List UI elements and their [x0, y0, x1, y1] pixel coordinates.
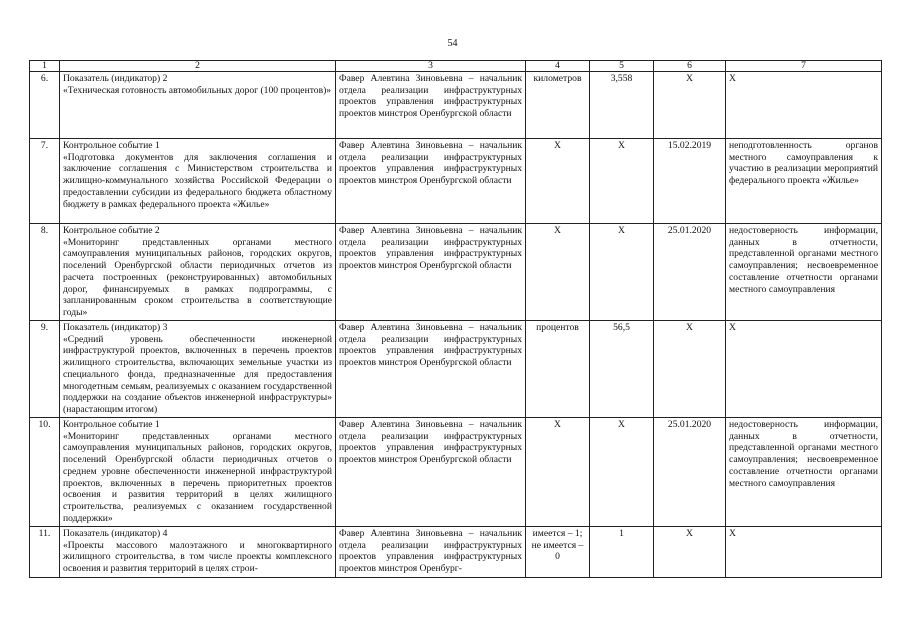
table-row: [30, 418, 882, 527]
value-cell: Х: [590, 418, 654, 527]
date-cell: Х: [654, 527, 726, 578]
indicator-text: «Техническая готовность автомобильных дорог (100 процентов)»: [63, 84, 332, 96]
date-cell: Х: [654, 321, 726, 418]
table-row: [30, 321, 882, 418]
date-cell: 25.01.2020: [654, 418, 726, 527]
row-number: 6.: [30, 72, 60, 139]
table-row: [30, 224, 882, 321]
value-cell: 3,558: [590, 72, 654, 139]
row-number: 8.: [30, 224, 60, 321]
row-number: 9.: [30, 321, 60, 418]
risk-cell: Х: [726, 321, 882, 418]
risk-cell: Х: [726, 72, 882, 139]
column-number: 2: [60, 61, 336, 72]
responsible-cell: Фавер Алевтина Зиновьевна – начальник отдела реализации инфраструктурных проектов управления инфраструктурных проектов минстроя Оренбургской области: [336, 72, 526, 139]
indicator-cell: [60, 418, 336, 527]
value-cell: Х: [590, 224, 654, 321]
indicator-title: Контрольное событие 1: [63, 419, 160, 430]
indicator-title: Контрольное событие 2: [63, 225, 160, 236]
column-number: 4: [526, 61, 590, 72]
indicator-text: «Мониторинг представленных органами местного самоуправления муниципальных районов, городских округов, поселений Оренбургской области периодичных отчетов о среднем уровне обеспеченности инженерной инфраструктурой проектов, включенных в перечень приоритетных проектов освоения и развития территорий в целях жилищного строительства, реализуемых с оказанием государственной поддержки»: [63, 430, 332, 524]
indicator-title: Показатель (индикатор) 4: [63, 528, 168, 539]
responsible-cell: Фавер Алевтина Зиновьевна – начальник отдела реализации инфраструктурных проектов управления инфраструктурных проектов минстроя Оренбургской области: [336, 139, 526, 224]
indicator-text: «Проекты массового малоэтажного и многоквартирного жилищного строительства, в том числе проекты комплексного освоения и развития территорий в целях строи-: [63, 539, 332, 575]
unit-cell: Х: [526, 224, 590, 321]
indicator-text: «Мониторинг представленных органами местного самоуправления муниципальных районов, городских округов, поселений Оренбургской области периодичных отчетов из расчета построенных (реконструированных) автомобильных дорог, финансируемых в рамках подпрограммы, с запланированным сроком строительства в соответствующие годы»: [63, 236, 332, 318]
responsible-cell: Фавер Алевтина Зиновьевна – начальник отдела реализации инфраструктурных проектов управления инфраструктурных проектов минстроя Оренбургской области: [336, 418, 526, 527]
indicator-cell: [60, 139, 336, 224]
responsible-cell: Фавер Алевтина Зиновьевна – начальник отдела реализации инфраструктурных проектов управления инфраструктурных проектов минстроя Оренбургской области: [336, 224, 526, 321]
indicator-title: Показатель (индикатор) 3: [63, 322, 168, 333]
table-row: [30, 139, 882, 224]
risk-cell: Х: [726, 527, 882, 578]
value-cell: Х: [590, 139, 654, 224]
table-row: [30, 72, 882, 139]
indicator-text: «Подготовка документов для заключения соглашения и заключение соглашения с Министерством строительства и жилищно-коммунального хозяйства Российской Федерации о предоставлении субсидии из федерального бюджета областному бюджету в рамках федерального проекта «Жилье»: [63, 151, 332, 210]
column-number-row: [30, 61, 882, 72]
indicator-title: Контрольное событие 1: [63, 140, 160, 151]
unit-cell: процентов: [526, 321, 590, 418]
indicator-title: Показатель (индикатор) 2: [63, 73, 168, 84]
column-number: 1: [30, 61, 60, 72]
row-number: 10.: [30, 418, 60, 527]
risk-cell: недостоверность информации, данных в отчетности, представленной органами местного самоуправления; несвоевременное составление отчетности органами местного самоуправления: [726, 418, 882, 527]
responsible-cell: Фавер Алевтина Зиновьевна – начальник отдела реализации инфраструктурных проектов управления инфраструктурных проектов минстроя Оренбургской области: [336, 321, 526, 418]
indicator-text: «Средний уровень обеспеченности инженерной инфраструктурой проектов, включенных в перечень проектов жилищного строительства, включающих земельные участки из специального фонда, предназначенные для предоставления многодетным семьям, реализуемых с оказанием государственной поддержки на создание объектов инженерной инфраструктуры» (нарастающим итогом): [63, 333, 332, 415]
plan-table: [29, 60, 882, 578]
risk-cell: недостоверность информации, данных в отчетности, представленной органами местного самоуправления; несвоевременное составление отчетности органами местного самоуправления: [726, 224, 882, 321]
column-number: 5: [590, 61, 654, 72]
indicator-cell: [60, 321, 336, 418]
table-row: [30, 527, 882, 578]
indicator-cell: [60, 72, 336, 139]
column-number: 3: [336, 61, 526, 72]
unit-cell: километров: [526, 72, 590, 139]
responsible-cell: Фавер Алевтина Зиновьевна – начальник отдела реализации инфраструктурных проектов управления инфраструктурных проектов минстроя Оренбург-: [336, 527, 526, 578]
column-number: 7: [726, 61, 882, 72]
column-number: 6: [654, 61, 726, 72]
unit-cell: Х: [526, 139, 590, 224]
unit-cell: Х: [526, 418, 590, 527]
value-cell: 1: [590, 527, 654, 578]
row-number: 7.: [30, 139, 60, 224]
date-cell: 15.02.2019: [654, 139, 726, 224]
unit-cell: имеется – 1; не имеется – 0: [526, 527, 590, 578]
risk-cell: неподготовленность органов местного самоуправления к участию в реализации мероприятий федерального проекта «Жилье»: [726, 139, 882, 224]
indicator-cell: [60, 224, 336, 321]
date-cell: Х: [654, 72, 726, 139]
indicator-cell: [60, 527, 336, 578]
value-cell: 56,5: [590, 321, 654, 418]
page-number: 54: [447, 38, 458, 49]
date-cell: 25.01.2020: [654, 224, 726, 321]
row-number: 11.: [30, 527, 60, 578]
